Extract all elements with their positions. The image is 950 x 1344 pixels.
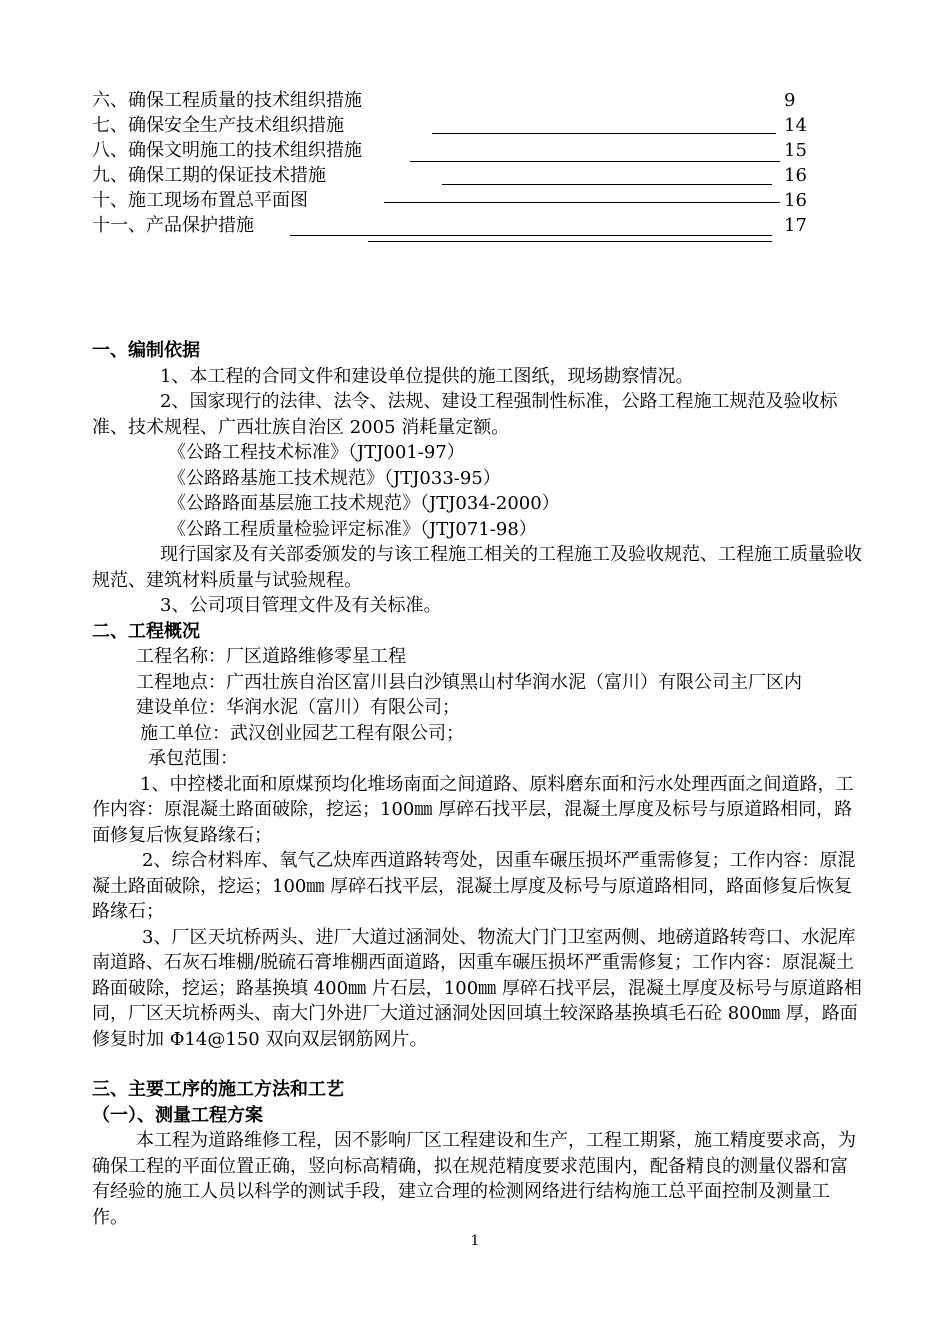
paragraph: 现行国家及有关部委颁发的与该工程施工相关的工程施工及验收规范、工程施工质量验收规范、建筑材料质量与试验规程。 [92,544,862,591]
toc-leader-line [410,161,780,162]
project-location: 工程地点：广西壮族自治区富川县白沙镇黑山村华润水泥（富川）有限公司主厂区内 [136,671,802,693]
toc-leader-line [290,235,772,236]
standard-reference: 《公路工程技术标准》（JTJ001-97） [168,442,465,463]
toc-title: 六、确保工程质量的技术组织措施 [92,90,362,111]
toc-entry [92,138,812,163]
toc-page-number: 9 [784,90,796,111]
page-number-footer: 1 [470,1233,480,1249]
toc-entry [92,88,812,113]
paragraph: 本工程为道路维修工程，因不影响厂区工程建设和生产，工程工期紧，施工精度要求高，为确保工程的平面位置正确，竖向标高精确，拟在规范精度要求范围内，配备精良的测量仪器和富有经验的施工人员以科学的测试手段，建立合理的检测网络进行结构施工总平面控制及测量工作。 [92,1130,856,1228]
paragraph: 1、本工程的合同文件和建设单位提供的施工图纸，现场勘察情况。 [160,365,694,387]
scope-item: 1、中控楼北面和原煤预均化堆场南面之间道路、原料磨东面和污水处理西面之间道路，工作内容：原混凝土路面破除，挖运；100㎜ 厚碎石找平层，混凝土厚度及标号与原道路相同，路面修复后恢复路缘石； [92,773,854,846]
standard-reference: 《公路路面基层施工技术规范》（JTJ034-2000） [168,493,560,514]
paragraph: 2、国家现行的法律、法令、法规、建设工程强制性标准，公路工程施工规范及验收标准、技术规程、广西壮族自治区 2005 消耗量定额。 [92,391,838,438]
toc-entry [92,113,812,138]
toc-page-number: 15 [784,140,807,161]
section-heading: 三、主要工序的施工方法和工艺 [92,1079,344,1100]
toc-page-number: 16 [784,165,807,186]
document-body [92,338,864,1230]
project-name: 工程名称：厂区道路维修零星工程 [136,646,406,667]
toc-entry [92,213,812,238]
toc-leader-line [432,133,776,134]
spacer [92,1052,864,1077]
section-heading: 一、编制依据 [92,340,200,361]
paragraph: 3、公司项目管理文件及有关标准。 [160,595,442,616]
scope-item: 3、厂区天坑桥两头、进厂大道过涵洞处、物流大门门卫室两侧、地磅道路转弯口、水泥库南道路、石灰石堆棚/脱硫石膏堆棚西面道路，因重车碾压损坏严重需修复；工作内容：原混凝土路面破除，挖运；路基换填 400㎜ 片石层，100㎜ 厚碎石找平层，混凝土厚度及标号与原道路相同，厂区天坑桥两头、南大门外进厂大道过涵洞处因回填土较深路基换填毛石砼 800㎜ 厚，路面修复时加 Φ14@150 双向双层钢筋网片。 [92,926,862,1050]
contractor-unit: 施工单位：武汉创业园艺工程有限公司； [140,722,464,744]
scope-item: 2、综合材料库、氧气乙炔库西道路转弯处，因重车碾压损坏严重需修复；工作内容：原混凝土路面破除，挖运；100㎜ 厚碎石找平层，混凝土厚度及标号与原道路相同，路面修复后恢复路缘石； [92,850,856,922]
table-of-contents [92,88,812,238]
toc-entry [92,188,812,213]
toc-page-number: 14 [784,115,807,136]
toc-title: 九、确保工期的保证技术措施 [92,165,326,186]
toc-leader-line [368,241,772,242]
toc-leader-line [384,202,780,203]
standard-reference: 《公路路基施工技术规范》（JTJ033-95） [168,467,501,489]
scope-label: 承包范围： [148,748,238,769]
toc-title: 七、确保安全生产技术组织措施 [92,115,344,136]
section-heading: 二、工程概况 [92,620,200,642]
standard-reference: 《公路工程质量检验评定标准》（JTJ071-98） [168,518,537,540]
toc-title: 十、施工现场布置总平面图 [92,190,308,211]
subsection-heading: （一）、测量工程方案 [92,1104,263,1126]
toc-title: 十一、产品保护措施 [92,215,254,236]
toc-title: 八、确保文明施工的技术组织措施 [92,140,362,161]
toc-leader-line [442,184,772,185]
toc-page-number: 17 [784,215,807,236]
toc-page-number: 16 [784,190,807,211]
owner-unit: 建设单位：华润水泥（富川）有限公司； [136,697,460,718]
